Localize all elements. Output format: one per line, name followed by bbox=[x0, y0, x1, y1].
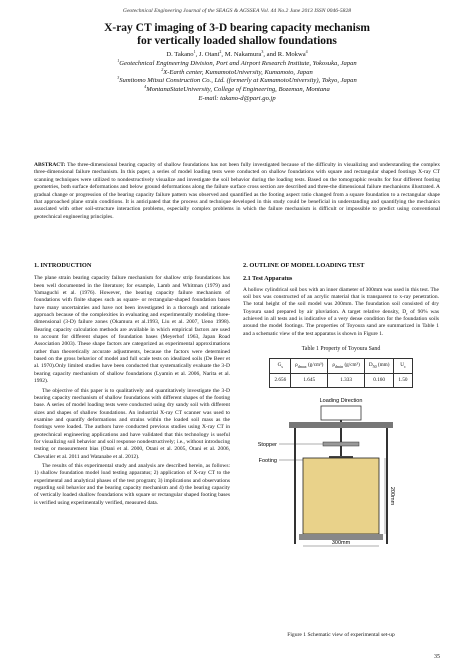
journal-header: Geotechnical Engineering Journal of the SEAGS & AGSSEA Vol. 44 No.2 June 2013 ISSN 0046-5828 bbox=[122, 8, 352, 14]
figure-1 bbox=[243, 394, 439, 554]
sand-soil-box bbox=[303, 458, 379, 534]
table-cell: 1.333 bbox=[328, 373, 365, 387]
fig-title-label: Loading Direction bbox=[319, 398, 363, 405]
table-header-cell: $D_{50}$ (mm) bbox=[364, 359, 394, 373]
section-1-heading: 1. INTRODUCTION bbox=[34, 262, 92, 269]
table-cell: 1.50 bbox=[394, 373, 412, 387]
table-cell: 0.160 bbox=[364, 373, 394, 387]
table-header-cell: $\rho_{dmin}$ (g/cm³) bbox=[328, 359, 365, 373]
intro-paragraph-2: The objective of this paper is to qualitatively and quantitatively investigate the 3-D bearing capacity mechanism of shallow foundations with different shapes of the footing base. A series of model loading tests were conducted using dry sandy soil with different sizes and shapes of shallow foundations. An industrial X-ray CT scanner was used to examine and quantify deformations and strains within the loaded soil mass as the footings were loaded. The authors have conducted previous studies using X-ray CT in geotechnical engineering applications and have validated that this technology is useful for visualizing soil behavior and soil response nondestructively; i.e., without introducing testing or measurement bias (Otani et al. 2000, Otani et al. 2005, Otani et al. 2006, Chevalier et al. 2011 and Watanabe et al. 2012). bbox=[34, 387, 230, 460]
width-label: 300mm bbox=[331, 540, 351, 547]
abstract bbox=[34, 162, 440, 221]
left-column bbox=[34, 262, 230, 509]
apparatus-schematic bbox=[243, 394, 439, 554]
intro-paragraph-3: The results of this experimental study and analysis are described herein, as follows: 1) shallow foundation model load testing apparatus; 2) application of X-ray CT to the experimental and analytical phases of the test program; 3) implications and observations regarding soil behavior and the bearing capacity mechanism and 4) the bearing capacity of vertically loaded shallow foundations with square or rectangular shaped footing bases is verified using experimentally verified, measured data. bbox=[34, 462, 230, 506]
property-table bbox=[269, 358, 412, 388]
stopper bbox=[323, 442, 359, 446]
author-email: E-mail: takano-d@pari.go.jp bbox=[198, 94, 276, 102]
table-header-cell: $U_c$ bbox=[394, 359, 412, 373]
table-header-row bbox=[270, 359, 412, 373]
table-row bbox=[270, 373, 412, 387]
affiliation-4: $^4$MontanaStateUniversity, College of Engineering, Bozeman, Montana bbox=[144, 84, 330, 94]
test-apparatus-paragraph: A hollow cylindrical soil box with an inner diameter of 300mm was used in this test. The soil box was constructed of an acrylic material that is transparent to x-ray penetration. The total height of the soil model was 200mm. The foundation soil consisted of dry Toyoura sand prepared by air pluviation. A target relative density, $D_r$ of 90% was achieved in all tests and is indicative of a very dense condition for the foundation soils around the model footings. The properties of Toyoura sand are summarized in Table 1 and a schematic view of the test apparatus is shown in Figure 1. bbox=[243, 286, 439, 337]
section-2-1-heading: 2.1 Test Apparatus bbox=[243, 275, 293, 283]
affiliation-3: $^3$Sumitomo Mitsui Construction Co., Ltd. (formerly at KumamotoUniversity), Tokyo, Japan bbox=[117, 75, 357, 85]
table-cell: 2.656 bbox=[270, 373, 291, 387]
abstract-text: The three-dimensional bearing capacity of shallow foundations has not been fully investigated because of the difficulty in visualizing and understanding the complex three-dimensional failure mechanism. In this paper, a series of model loading tests were conducted on shallow foundations with square and rectangular shaped footings X-ray CT scanning techniques were utilized to nondestructively visualize and investigate the soil behavior during the loading tests. Based on the tomographic results for four different footing geometries, both surface deformations and below ground deformations along the failure surface cross section are described and three-the dimensional failure mechanisms illustrated. A gradual change or progression of the bearing capacity failure pattern was observed and quantified as the footing aspect ratio changed from a square foundation to a rectangular shape that approached plane strain conditions. It is anticipated that the process and technique developed in this study could be beneficial in understanding and quantifying the mechanics associated with other soil-structure interaction problems, especially complex problems in which the failure mechanism is difficult or impossible to predict using conventional geotechnical engineering principles. bbox=[34, 162, 440, 220]
upper-frame-beam bbox=[289, 422, 393, 428]
abstract-label: ABSTRACT: bbox=[34, 162, 66, 168]
title-line-1: X-ray CT imaging of 3-D bearing capacity mechanism bbox=[104, 22, 370, 34]
height-label: 200mm bbox=[389, 486, 395, 506]
table-header-cell: $G_s$ bbox=[270, 359, 291, 373]
stopper-label: Stopper bbox=[257, 442, 277, 449]
intro-paragraph-1: The plane strain bearing capacity failure mechanism for shallow strip foundations has been well documented in the literature; for example, Lamb and Whitman (1979) and Yamaguchi et al. (1976). However, the bearing capacity failure mechanism of foundations with finite shapes such as square- or rectangular-shaped foundation bases have many uncertainties and have not been investigated in a thorough and rationale approach because of the complexities in evaluating and experimentally modeling three-dimensional (3-D) failure zones (Okamura et al.1993, Liu et al. 2007, Ueno 1998). Bearing capacity calculation methods are available in which empirical factors are used to account for different shapes of foundation bases (Meyerhof 1963, Japan Road Association 2003). These shape factors are categorized as experimental approximations rather than theoretically accurate adjustments, because the factors were determined based on the gross behavior of model and full scale tests on idealized soils (De Beer et al. 1970).Only limited studies have been conducted that systematically evaluate the 3-D bearing capacity mechanism of shallow foundations (Lyamin et al. 2006, Narita et al. 1992). bbox=[34, 275, 230, 385]
paper-title bbox=[40, 22, 434, 48]
author-block bbox=[40, 48, 434, 104]
affiliation-1: $^1$Geotechnical Engineering Division, Port and Airport Research Institute, Yokosuka, Japan bbox=[117, 57, 357, 67]
table-cell: 1.645 bbox=[291, 373, 328, 387]
author-list: D. Takano$^1$, J. Otani$^2$, M. Nakamura$^3$, and R. Mokwa$^4$ bbox=[166, 48, 308, 58]
table-caption: Table 1 Property of Toyoura Sand bbox=[301, 346, 381, 353]
figure-caption: Figure 1 Schematic view of experimental set-up bbox=[287, 632, 395, 638]
affiliation-2: $^2$X-Earth center, KumamotoUniversity, Kumamoto, Japan bbox=[161, 66, 313, 76]
footing-label: Footing bbox=[258, 458, 277, 465]
title-line-2: for vertically loaded shallow foundations bbox=[137, 35, 337, 47]
page-number: 35 bbox=[434, 654, 440, 660]
table-header-cell: $\rho_{dmax}$ (g/cm³) bbox=[291, 359, 328, 373]
section-2-heading: 2. OUTLINE OF MODEL LOADING TEST bbox=[243, 262, 365, 269]
load-cell bbox=[321, 406, 361, 420]
right-column bbox=[243, 262, 439, 554]
